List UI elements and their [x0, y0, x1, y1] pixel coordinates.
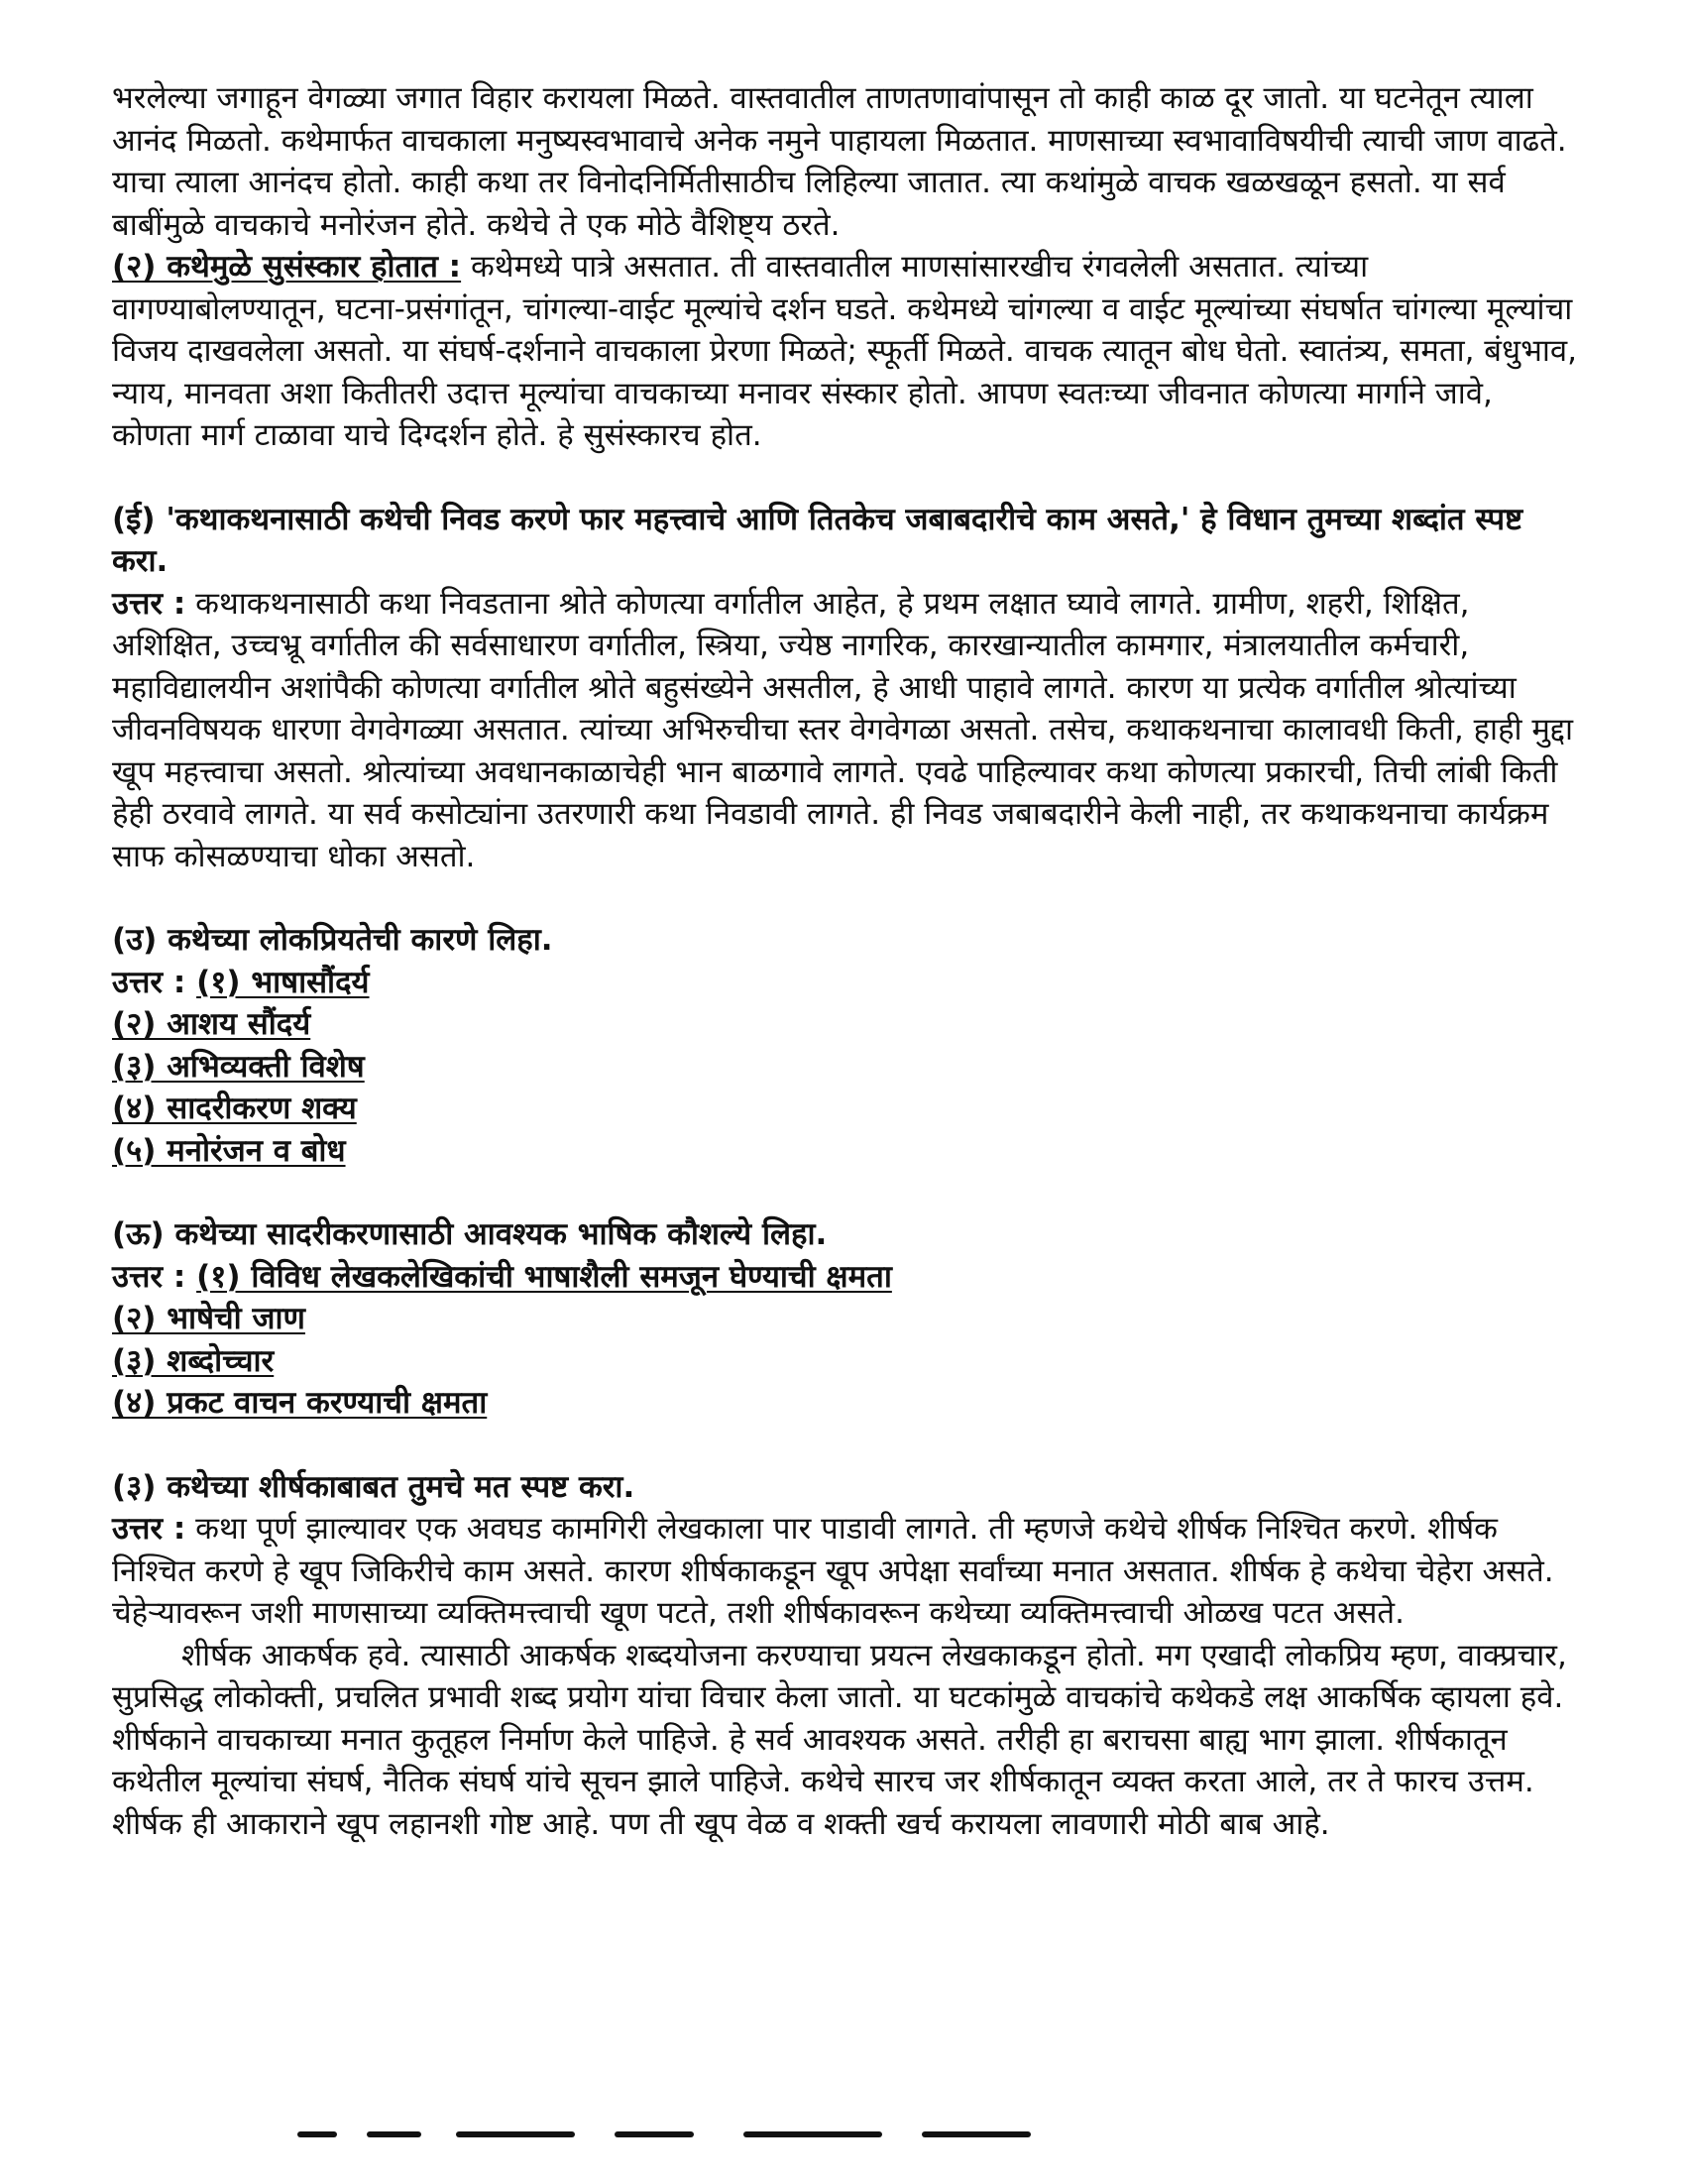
cut-off-text-line: [297, 2131, 1051, 2141]
answer-ii-text: कथाकथनासाठी कथा निवडताना श्रोते कोणत्या वर्गातील आहेत, हे प्रथम लक्षात घ्यावे लागते. ग्रामीण, शहरी, शिक्षित, अशिक्षित, उच्चभ्रू वर्गातील की सर्वसाधारण वर्गातील, स्त्रिया, ज्येष्ठ नागरिक, कारखान्यातील कामगार, मंत्रालयातील कर्मचारी, महाविद्यालयीन अशांपैकी कोणत्या वर्गातील श्रोते बहुसंख्येने असतील, हे आधी पाहावे लागते. कारण या प्रत्येक वर्गातील श्रोत्यांच्या जीवनविषयक धारणा वेगवेगळ्या असतात. त्यांच्या अभिरुचीचा स्तर वेगवेगळा असतो. तसेच, कथाकथनाचा कालावधी किती, हाही मुद्दा खूप महत्त्वाचा असतो. श्रोत्यांच्या अवधानकाळाचेही भान बाळगावे लागते. एवढे पाहिल्यावर कथा कोणत्या प्रकारची, तिची लांबी किती हेही ठरवावे लागते. या सर्व कसोट्यांना उतरणारी कथा निवडावी लागते. ही निवड जबाबदारीने केली नाही, तर कथाकथनाचा कार्यक्रम साफ कोसळण्याचा धोका असतो.: [112, 585, 1574, 874]
answer-u-item: (४) सादरीकरण शक्य: [112, 1091, 357, 1126]
question-ii: (ई) 'कथाकथनासाठी कथेची निवड करणे फार महत्त्वाचे आणि तितकेच जबाबदारीचे काम असते,' हे विधान तुमच्या शब्दांत स्पष्ट करा.: [112, 501, 1523, 579]
question-u: (उ) कथेच्या लोकप्रियतेची कारणे लिहा.: [112, 922, 553, 958]
answer-ii: [112, 583, 1579, 878]
answer-uu-item: [112, 1256, 1579, 1299]
answer-u-item: (५) मनोरंजन व बोध: [112, 1132, 346, 1169]
answer-3-paragraph-2: शीर्षक आकर्षक हवे. त्यासाठी आकर्षक शब्दयोजना करण्याचा प्रयत्न लेखकाकडून होतो. मग एखादी लोकप्रिय म्हण, वाक्प्रचार, सुप्रसिद्ध लोकोक्ती, प्रचलित प्रभावी शब्द प्रयोग यांचा विचार केला जातो. या घटकांमुळे वाचकांचे कथेकडे लक्ष आकर्षिक व्हायला हवे. शीर्षकाने वाचकाच्या मनात कुतूहल निर्माण केले पाहिजे. हे सर्व आवश्यक असते. तरीही हा बराचसा बाह्य भाग झाला. शीर्षकातून कथेतील मूल्यांचा संघर्ष, नैतिक संघर्ष यांचे सूचन झाले पाहिजे. कथेचे सारच जर शीर्षकातून व्यक्त करता आले, तर ते फारच उत्तम. शीर्षक ही आकाराने खूप लहानशी गोष्ट आहे. पण ती खूप वेळ व शक्ती खर्च करायला लावणारी मोठी बाब आहे.: [112, 1637, 1567, 1842]
spacer: [112, 877, 1579, 919]
question-3: (३) कथेच्या शीर्षकाबाबत तुमचे मत स्पष्ट करा.: [112, 1468, 635, 1505]
answer-3: [112, 1508, 1579, 1635]
answer-uu-item: (२) भाषेची जाण: [112, 1301, 305, 1336]
answer-u-item: (२) आशय सौंदर्य: [112, 1006, 311, 1042]
answer-uu-item: (३) शब्दोच्चार: [112, 1342, 275, 1379]
answer-label: उत्तर :: [112, 964, 186, 1000]
answer-label: उत्तर :: [112, 585, 186, 622]
intro-paragraph: भरलेल्या जगाहून वेगळ्या जगात विहार करायला मिळते. वास्तवातील ताणतणावांपासून तो काही काळ दूर जातो. या घटनेतून त्याला आनंद मिळतो. कथेमार्फत वाचकाला मनुष्यस्वभावाचे अनेक नमुने पाहायला मिळतात. माणसाच्या स्वभावाविषयीची त्याची जाण वाढते. याचा त्याला आनंदच होतो. काही कथा तर विनोदनिर्मितीसाठीच लिहिल्या जातात. त्या कथांमुळे वाचक खळखळून हसतो. या सर्व बाबींमुळे वाचकाचे मनोरंजन होते. कथेचे ते एक मोठे वैशिष्ट्य ठरते.: [112, 80, 1567, 243]
answer-u-item-text: (१) भाषासौंदर्य: [196, 964, 370, 1000]
answer-3-text: कथा पूर्ण झाल्यावर एक अवघड कामगिरी लेखकाला पार पाडावी लागते. ती म्हणजे कथेचे शीर्षक निश्चित करणे. शीर्षक निश्चित करणे हे खूप जिकिरीचे काम असते. कारण शीर्षकाकडून खूप अपेक्षा सर्वांच्या मनात असतात. शीर्षक हे कथेचा चेहेरा असते. चेहेऱ्यावरून जशी माणसाच्या व्यक्तिमत्त्वाची खूण पटते, तशी शीर्षकावरून कथेच्या व्यक्तिमत्त्वाची ओळख पटत असते.: [112, 1511, 1554, 1631]
answer-u-item: (३) अभिव्यक्ती विशेष: [112, 1048, 365, 1085]
answer-uu-item: (४) प्रकट वाचन करण्याची क्षमता: [112, 1385, 488, 1421]
document-page: [112, 77, 1579, 1845]
spacer: [112, 1425, 1579, 1466]
answer-label: उत्तर :: [112, 1258, 186, 1295]
point-2-heading: (२) कथेमुळे सुसंस्कार होतात :: [112, 249, 462, 285]
spacer: [112, 1172, 1579, 1213]
spacer: [112, 457, 1579, 499]
answer-label: उत्तर :: [112, 1511, 186, 1547]
point-2-text: कथेमध्ये पात्रे असतात. ती वास्तवातील माणसांसारखीच रंगवलेली असतात. त्यांच्या वागण्याबोलण्यातून, घटना-प्रसंगांतून, चांगल्या-वाईट मूल्यांचे दर्शन घडते. कथेमध्ये चांगल्या व वाईट मूल्यांच्या संघर्षात चांगल्या मूल्यांचा विजय दाखवलेला असतो. या संघर्ष-दर्शनाने वाचकाला प्रेरणा मिळते; स्फूर्ती मिळते. वाचक त्यातून बोध घेतो. स्वातंत्र्य, समता, बंधुभाव, न्याय, मानवता अशा कितीतरी उदात्त मूल्यांचा वाचकाच्या मनावर संस्कार होतो. आपण स्वतःच्या जीवनात कोणत्या मार्गाने जावे, कोणता मार्ग टाळावा याचे दिग्दर्शन होते. हे सुसंस्कारच होत.: [112, 249, 1577, 453]
question-uu: (ऊ) कथेच्या सादरीकरणासाठी आवश्यक भाषिक कौशल्ये लिहा.: [112, 1216, 828, 1252]
point-2-paragraph: [112, 246, 1579, 457]
answer-u-item: [112, 962, 1579, 1004]
answer-uu-item-text: (१) विविध लेखकलेखिकांची भाषाशैली समजून घेण्याची क्षमता: [196, 1258, 892, 1295]
